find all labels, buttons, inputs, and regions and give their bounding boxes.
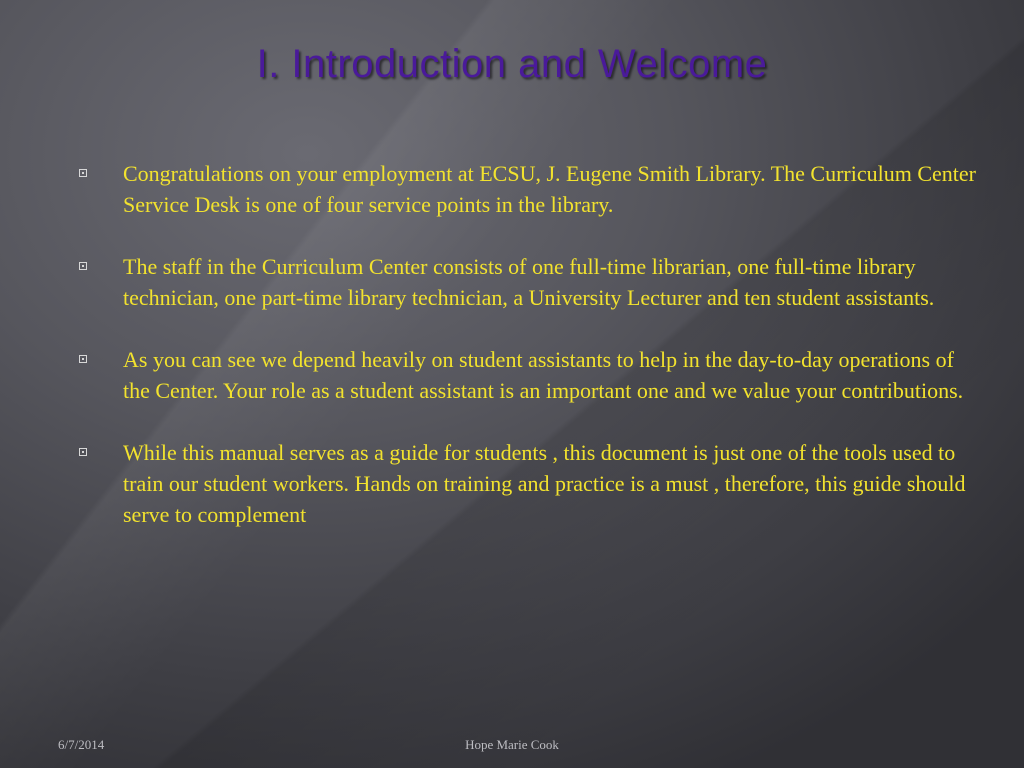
bullet-item [78, 437, 978, 530]
bullet-list [78, 158, 978, 561]
square-bullet-icon [79, 169, 87, 177]
bullet-item [78, 251, 978, 313]
bullet-item [78, 158, 978, 220]
bullet-text: While this manual serves as a guide for students , this document is just one of the tools used to train our student workers. Hands on training and practice is a must , therefore, this guide should serve to complement [123, 440, 966, 527]
slide-title: I. Introduction and Welcome [256, 42, 768, 86]
square-bullet-icon [79, 355, 87, 363]
footer-date: 6/7/2014 [58, 737, 105, 752]
square-bullet-icon [79, 448, 87, 456]
footer-author: Hope Marie Cook [465, 737, 559, 752]
bullet-text: As you can see we depend heavily on student assistants to help in the day-to-day operations of the Center. Your role as a student assistant is an important one and we value your contributions. [123, 347, 964, 403]
bullet-text: The staff in the Curriculum Center consists of one full-time librarian, one full-time library technician, one part-time library technician, a University Lecturer and ten student assistants. [123, 254, 935, 310]
bullet-item [78, 344, 978, 406]
square-bullet-icon [79, 262, 87, 270]
bullet-text: Congratulations on your employment at ECSU, J. Eugene Smith Library. The Curriculum Center Service Desk is one of four service points in the library. [123, 161, 976, 217]
